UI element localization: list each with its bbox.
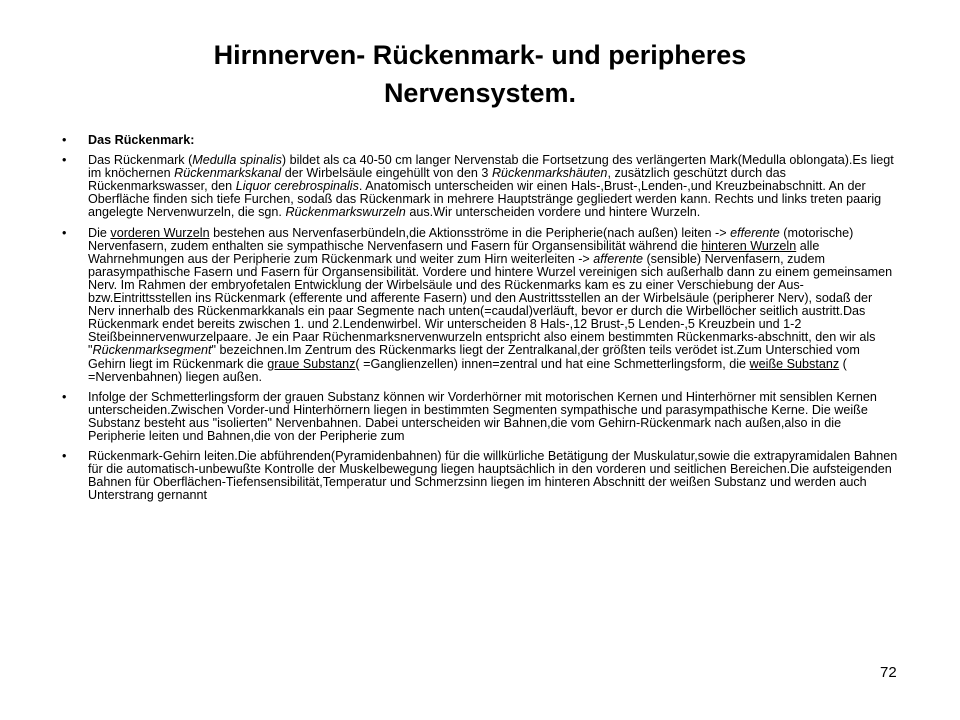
bullet-text bbox=[88, 391, 900, 443]
text-segment: Das Rückenmark ( bbox=[88, 153, 193, 168]
text-segment: Rückenmarkskanal bbox=[174, 166, 282, 181]
text-segment: weiße Substanz bbox=[749, 356, 840, 371]
bullet-text bbox=[88, 450, 900, 502]
bullet-item bbox=[62, 154, 900, 219]
slide-title: Hirnnerven- Rückenmark- und peripheres Nervensystem. bbox=[213, 40, 747, 108]
text-segment: vorderen Wurzeln bbox=[110, 225, 210, 240]
text-segment: Die bbox=[88, 225, 111, 240]
bullet-marker: • bbox=[62, 389, 67, 404]
bullet-item bbox=[62, 227, 900, 384]
bullet-item bbox=[62, 134, 900, 147]
bullet-text bbox=[88, 134, 900, 147]
text-segment: " bezeichnen.Im Zentrum des Rückenmarks liegt der Zentralkanal,der größten teils verödet ist.Zum Unterschied vom Gehirn liegt im Rückenmark die bbox=[88, 343, 860, 371]
text-segment: aus.Wir unterscheiden vordere und hintere Wurzeln. bbox=[405, 205, 701, 220]
text-segment: hinteren Wurzeln bbox=[701, 238, 797, 253]
text-segment: . Anatomisch unterscheiden wir einen Hals-,Brust-,Lenden-,und Kreuzbeinabschnitt. An der Oberfläche finden sich tiefe Furchen, sodaß das Rückenmark in mehrere Hauptstränge gegliedert werden kann. Rechts und links treten paarig angelegte Nervenwurzeln, die sgn. bbox=[88, 179, 882, 220]
bullet-item bbox=[62, 391, 900, 443]
text-segment: efferente bbox=[730, 225, 780, 240]
bullet-marker: • bbox=[62, 449, 67, 464]
text-segment: ( =Ganglienzellen) innen=zentral und hat eine Schmetterlingsform, die bbox=[355, 356, 750, 371]
text-segment: Das Rückenmark: bbox=[88, 133, 195, 147]
text-segment: Medulla spinalis bbox=[192, 153, 282, 168]
text-segment: (sensible) Nervenfasern, zudem parasympathische Fasern und Fasern für Organsensibilität. Vordere und hintere Wurzel vereinigen sich außerhalb dann zu einem gemeinsamen Nerv. Im Rahmen der embryofetalen Entwicklung der Wirbelsäule und des Rückenmarks kam es zu einer Verschiebung der Aus-bzw.Eintrittsstellen ins Rückenmark (efferente und afferente Fasern) und den Austrittsstellen an der Wirbelsäule (peripherer Nerv), sodaß der Nerv innerhalb des Rückenmarkkanals ein paar Segmente nach unten(=caudal)verläuft, bevor er durch die Wirbellöcher seitlich austritt.Das Rückenmark endet bereits zwischen 1. und 2.Lendenwirbel. Wir unterscheiden 8 Hals-,12 Brust-,5 Lenden-,5 Kreuzbein und 1-2 Steißbeinnervenwurzelpaare. Je ein Paar Rüchenmarksnervenwurzeln entspricht also einem bestimmten Rückenmarks-abschnitt, den wir als " bbox=[88, 251, 893, 358]
bullet-list bbox=[62, 134, 900, 509]
text-segment: Rückenmarkshäuten bbox=[491, 166, 608, 181]
bullet-item bbox=[62, 450, 900, 502]
bullet-marker: • bbox=[62, 225, 67, 240]
text-segment: ) bildet als ca 40-50 cm langer Nervenstab die Fortsetzung des verlängerten Mark(Medulla oblongata).Es liegt im knöchernen bbox=[88, 153, 894, 181]
text-segment: , zusätzlich geschützt durch das Rückenmarkswasser, den bbox=[88, 166, 786, 194]
text-segment: Rückenmarkswurzeln bbox=[285, 205, 406, 220]
bullet-marker: • bbox=[62, 153, 67, 168]
text-segment: Infolge der Schmetterlingsform der grauen Substanz können wir Vorderhörner mit motorischen Kernen und Hinterhörner mit sensiblen Kernen unterscheiden.Zwischen Vorder-und Hinterhörnern liegen in bestimmten Segmenten sympathische und parasympathische Kerne. Die weiße Substanz besteht aus "isolierten" Nervenbahnen. Dabei unterscheiden wir Bahnen,die vom Gehirn-Rückenmark nach außen,also in die Peripherie leiten und Bahnen,die von der Peripherie zum bbox=[88, 389, 877, 443]
text-segment: alle Wahrnehmungen aus der Peripherie zum Rückenmark und weiter zum Hirn weiterleiten -> bbox=[88, 238, 820, 266]
text-segment: bestehen aus Nervenfaserbündeln,die Aktionsströme in die Peripherie(nach außen) leiten -> bbox=[209, 225, 731, 240]
text-segment: (motorische) Nervenfasern, zudem enthalten sie sympathische Nervenfasern und Fasern für Organsensibilität während die bbox=[88, 225, 854, 253]
text-segment: graue Substanz bbox=[267, 356, 356, 371]
text-segment: Rückenmarksegment bbox=[92, 343, 212, 358]
text-segment: Rückenmark-Gehirn leiten.Die abführenden(Pyramidenbahnen) für die willkürliche Betätigung der Muskulatur,sowie die extrapyramidalen Bahnen für die automatisch-unbewußte Kontrolle der Muskelbewegung liegen hauptsächlich in den vorderen und seitlichen Bereichen.Die aufsteigenden Bahnen für Oberflächen-Tiefensensibilität,Temperatur und Schmerzsinn liegen im hinteren Abschnitt der weißen Substanz und werden auch Unterstrang gernannt bbox=[88, 449, 898, 503]
bullet-marker: • bbox=[62, 133, 67, 147]
bullet-text bbox=[88, 154, 900, 219]
text-segment: Liquor cerebrospinalis bbox=[235, 179, 359, 194]
text-segment: der Wirbelsäule eingehüllt von den 3 bbox=[281, 166, 492, 181]
text-segment: ( =Nervenbahnen) liegen außen. bbox=[88, 356, 847, 384]
text-segment: afferente bbox=[593, 251, 643, 266]
page-number: 72 bbox=[880, 664, 897, 681]
bullet-text bbox=[88, 227, 900, 384]
